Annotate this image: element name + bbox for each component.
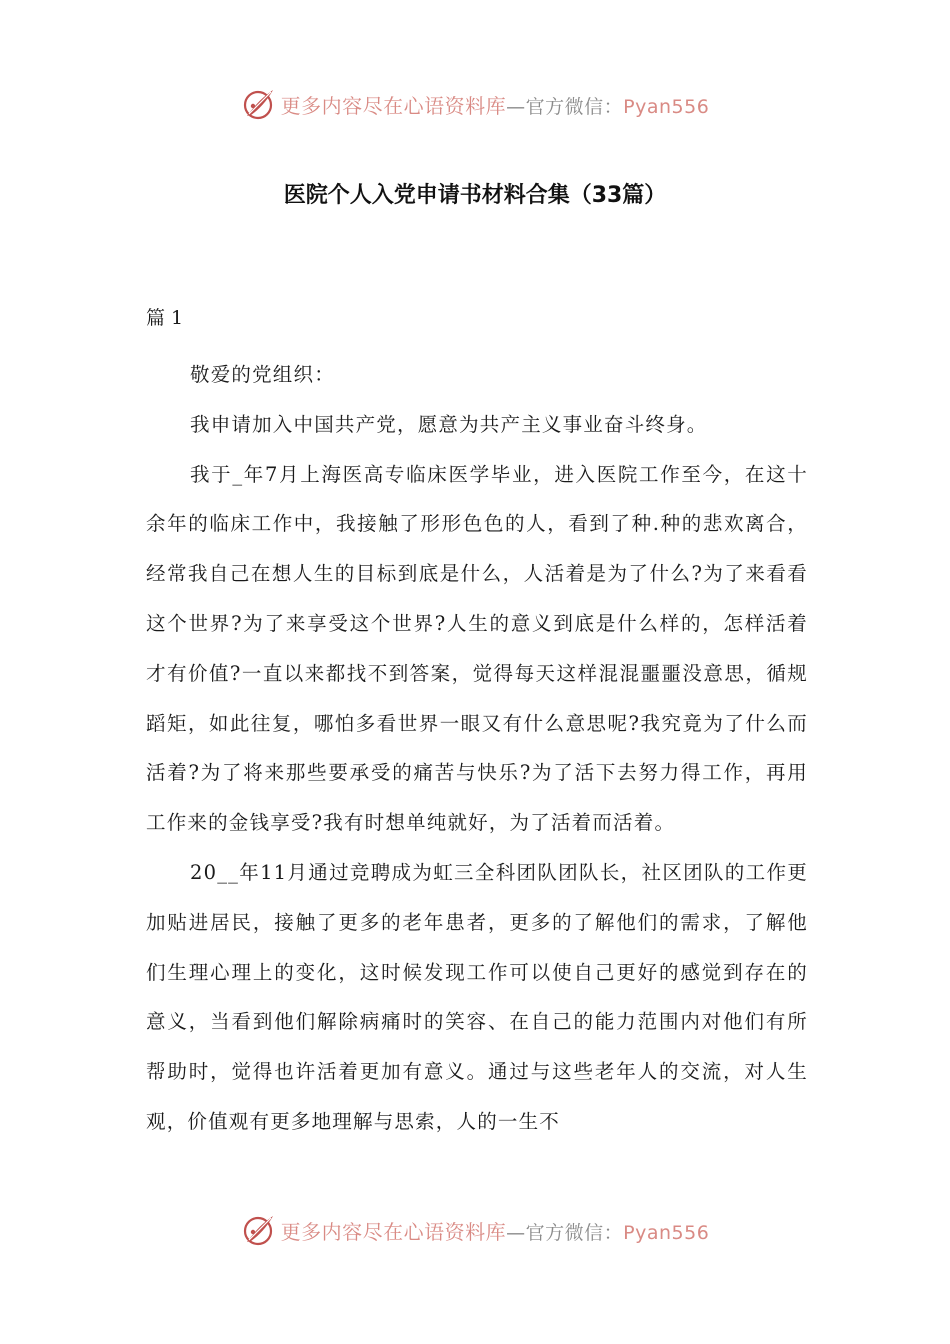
watermark-brand-text: 更多内容尽在心语资料库 — [280, 93, 507, 118]
paragraph: 我于_年7月上海医高专临床医学毕业，进入医院工作至今，在这十余年的临床工作中，我接触了形形色色的人，看到了种.种的悲欢离合，经常我自己在想人生的目标到底是什么，人活着是为了什么?为了来看看这个世界?为了来享受这个世界?人生的意义到底是什么样的，怎样活着才有价值?一直以来都找不到答案，觉得每天这样混混噩噩没意思，循规蹈矩，如此往复，哪怕多看世界一眼又有什么意思呢?我究竟为了什么而活着?为了将来那些要承受的痛苦与快乐?为了活下去努力得工作，再用工作来的金钱享受?我有时想单纯就好，为了活着而活着。 — [146, 462, 808, 835]
quill-logo-icon — [241, 86, 277, 122]
watermark-official-text: —官方微信： — [506, 95, 624, 118]
watermark-brand-text: 更多内容尽在心语资料库 — [280, 1219, 507, 1244]
paragraph: 我申请加入中国共产党，愿意为共产主义事业奋斗终身。 — [190, 412, 708, 436]
salutation: 敬爱的党组织： — [190, 363, 335, 386]
document-title: 医院个人入党申请书材料合集（33篇） — [283, 183, 667, 208]
paragraph: 20__年11月通过竞聘成为虹三全科团队团队长，社区团队的工作更加贴进居民，接触了更多的老年患者，更多的了解他们的需求，了解他们生理心理上的变化，这时候发现工作可以使自己更好的感觉到存在的意义，当看到他们解除病痛时的笑容、在自己的能力范围内对他们有所帮助时，觉得也许活着更加有意义。通过与这些老年人的交流，对人生观，价值观有更多地理解与思索，人的一生不 — [146, 860, 808, 1133]
quill-logo-icon — [241, 1212, 277, 1248]
watermark-handle-text: Pyan556 — [623, 1221, 710, 1244]
document-body — [146, 300, 808, 1147]
header-watermark — [0, 84, 950, 124]
footer-watermark — [0, 1210, 950, 1250]
section-label: 篇 1 — [146, 307, 184, 329]
watermark-official-text: —官方微信： — [506, 1221, 624, 1244]
watermark-handle-text: Pyan556 — [623, 95, 710, 118]
